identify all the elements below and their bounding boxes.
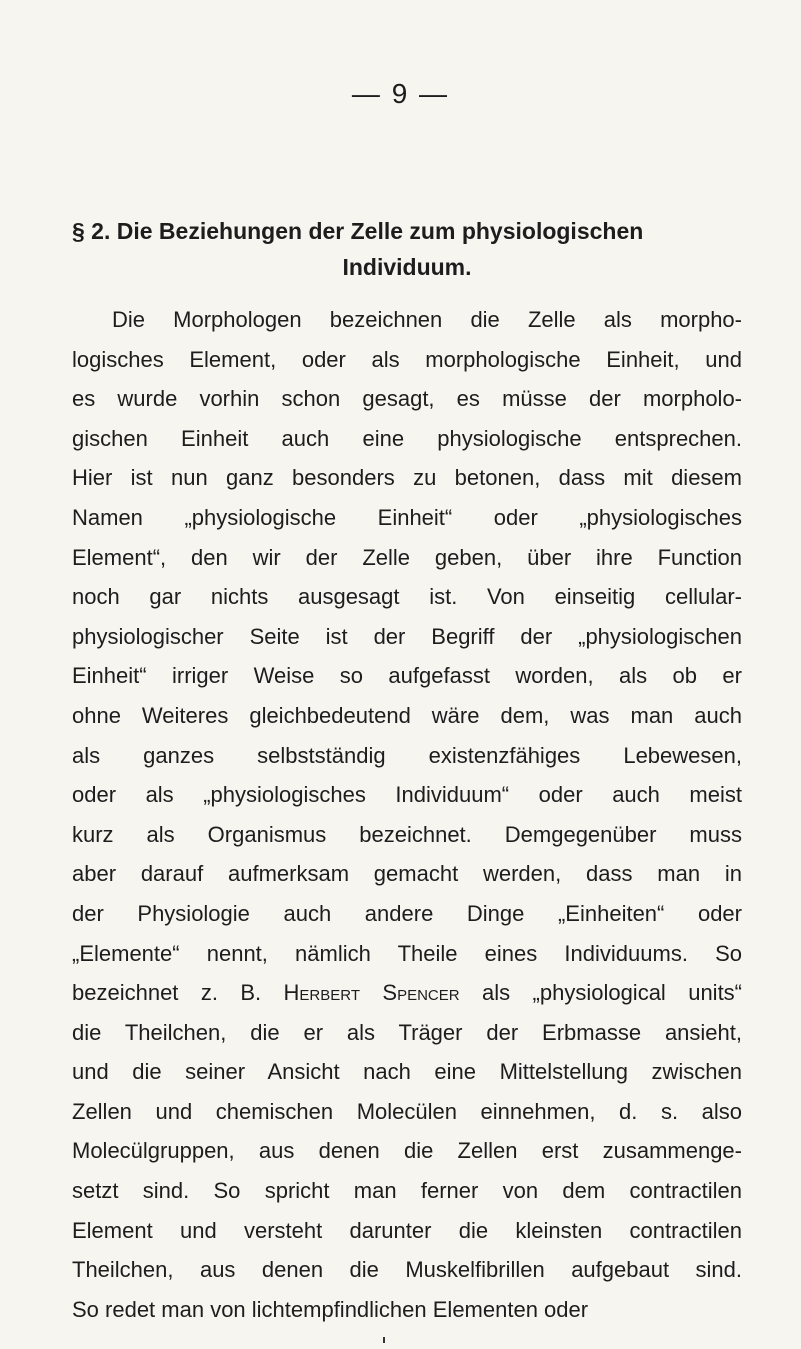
text-line: als ganzes selbstständig existenzfähiges Lebewesen,: [72, 742, 742, 768]
text-line: „Elemente“ nennt, nämlich Theile eines Individuums. So: [72, 940, 742, 966]
text-line: bezeichnet z. B. Herbert Spencer als „physiological units“: [72, 980, 743, 1006]
section-heading-line-1: § 2. Die Beziehungen der Zelle zum physiologischen: [72, 218, 644, 244]
author-name: Herbert Spencer: [283, 980, 460, 1006]
text-line: noch gar nichts ausgesagt ist. Von einseitig cellular-: [72, 584, 742, 610]
text-line: physiologischer Seite ist der Begriff der „physiologischen: [72, 623, 742, 649]
text-line: So redet man von lichtempfindlichen Elementen oder: [72, 1296, 589, 1322]
text-line: kurz als Organismus bezeichnet. Demgegenüber muss: [72, 821, 742, 847]
text-line: der Physiologie auch andere Dinge „Einheiten“ oder: [72, 900, 742, 926]
section-heading: [72, 213, 742, 285]
text-line: ohne Weiteres gleichbedeutend wäre dem, was man auch: [72, 702, 742, 728]
text-line: es wurde vorhin schon gesagt, es müsse der morpholo-: [72, 386, 742, 412]
print-speck: [383, 1337, 385, 1343]
text-line: Theilchen, aus denen die Muskelfibrillen aufgebaut sind.: [72, 1257, 742, 1283]
text-line: die Theilchen, die er als Träger der Erbmasse ansieht,: [72, 1019, 742, 1045]
text-line: setzt sind. So spricht man ferner von dem contractilen: [72, 1178, 742, 1204]
text-line: Zellen und chemischen Molecülen einnehmen, d. s. also: [72, 1098, 742, 1124]
page-number: — 9 —: [351, 78, 450, 109]
text-line: logisches Element, oder als morphologische Einheit, und: [72, 346, 742, 372]
text-line: aber darauf aufmerksam gemacht werden, dass man in: [72, 861, 742, 887]
text-line: Die Morphologen bezeichnen die Zelle als morpho-: [112, 307, 742, 332]
body-text: [72, 300, 742, 1329]
text-line: Element“, den wir der Zelle geben, über ihre Function: [72, 544, 742, 570]
text-line: Molecülgruppen, aus denen die Zellen erst zusammenge-: [72, 1138, 742, 1164]
text-line: oder als „physiologisches Individuum“ oder auch meist: [72, 782, 742, 808]
text-line: und die seiner Ansicht nach eine Mittelstellung zwischen: [72, 1059, 742, 1085]
text-line: Einheit“ irriger Weise so aufgefasst worden, als ob er: [72, 663, 742, 689]
text-line: Hier ist nun ganz besonders zu betonen, dass mit diesem: [72, 465, 742, 491]
section-heading-line-2: Individuum.: [342, 254, 472, 280]
text-line: gischen Einheit auch eine physiologische entsprechen.: [72, 425, 742, 451]
text-line: Namen „physiologische Einheit“ oder „physiologisches: [72, 504, 742, 530]
text-line: Element und versteht darunter die kleinsten contractilen: [72, 1217, 742, 1243]
